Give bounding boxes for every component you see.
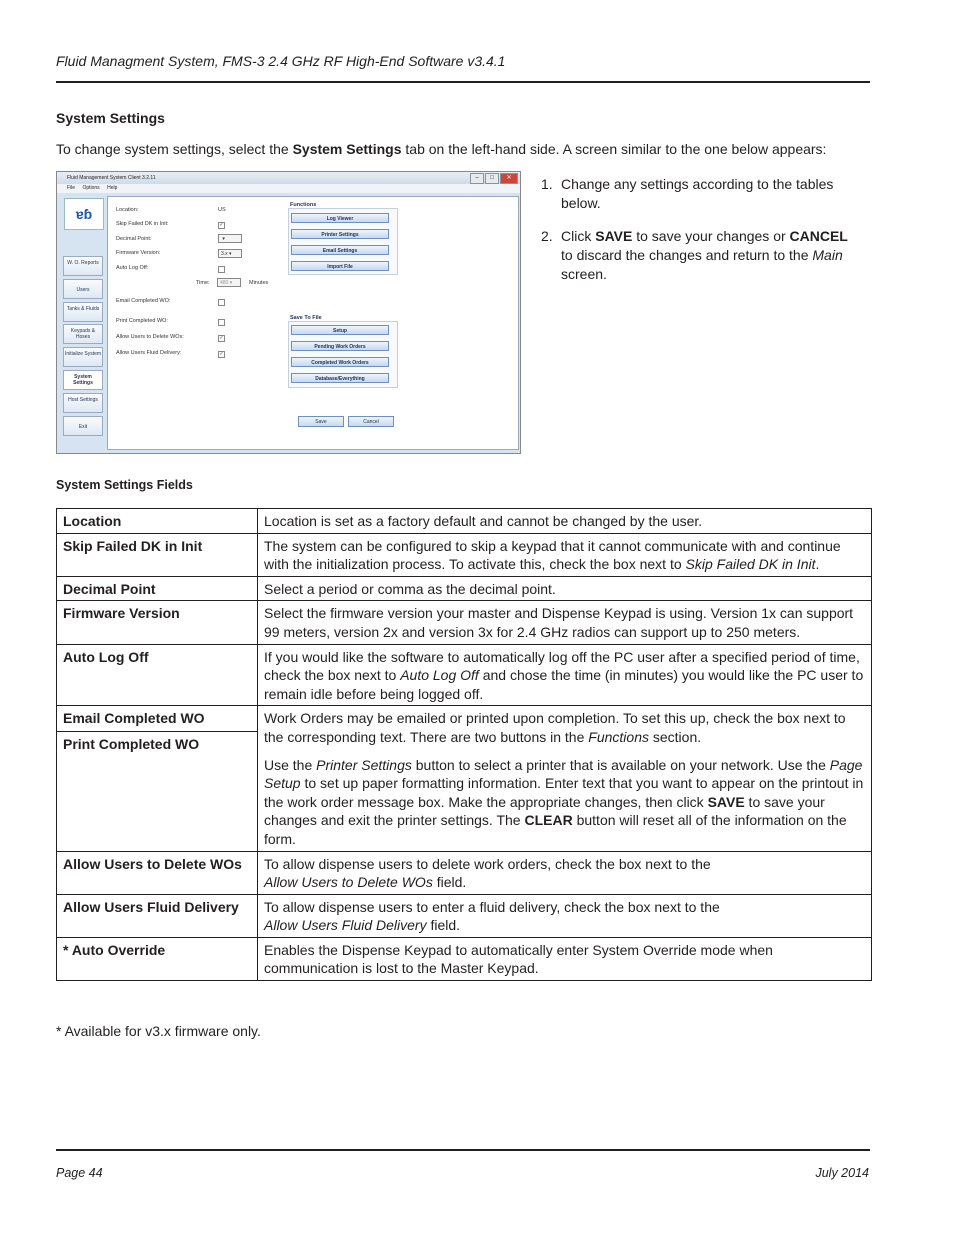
delivery-label: Allow Users Fluid Delivery: [116,350,182,356]
footer-rule [56,1149,870,1151]
nav-host-settings[interactable]: Host Settings [63,393,103,413]
location-label: Location: [116,207,139,213]
location-value: US [218,207,226,213]
printer-settings-button[interactable]: Printer Settings [291,229,389,239]
table-row [57,937,872,980]
pending-work-orders-button[interactable]: Pending Work Orders [291,341,389,351]
settings-fields-table [56,508,872,981]
table-row [57,894,872,937]
completed-work-orders-button[interactable]: Completed Work Orders [291,357,389,367]
skip-checkbox[interactable]: ✓ [219,222,224,228]
document-header: Fluid Managment System, FMS-3 2.4 GHz RF High-End Software v3.4.1 [56,53,506,69]
field-name: Location [57,509,258,534]
time-label: Time: [196,280,210,286]
intro-paragraph: To change system settings, select the System Settings tab on the left-hand side. A screen similar to the one below appears: [56,141,827,157]
close-icon[interactable]: ✕ [500,173,518,184]
nav-tanks-fluids[interactable]: Tanks & Fluids [63,302,103,322]
database-everything-button[interactable]: Database/Everything [291,373,389,383]
minutes-label: Minutes [249,280,269,286]
decimal-select[interactable]: ▾ [218,234,242,243]
autolog-label: Auto Log Off: [116,265,149,271]
cancel-button[interactable]: Cancel [348,416,394,427]
firmware-value: 3.x [221,251,228,257]
save-button[interactable]: Save [298,416,344,427]
nav-users[interactable]: Users [63,279,103,299]
log-viewer-button[interactable]: Log Viewer [291,213,389,223]
functions-title: Functions [290,202,317,208]
window-title: Fluid Management System Client 3.2.11 [67,175,156,181]
nav-system-settings[interactable]: System Settings [63,370,103,390]
minimize-icon[interactable]: – [470,173,484,184]
print-label: Print Completed WO: [116,318,168,324]
table-row [57,706,872,851]
window-titlebar [57,172,520,184]
menu-file[interactable]: File [67,185,76,191]
step-number: 1. [541,176,553,192]
page-number: Page 44 [56,1166,103,1180]
table-row [57,533,872,576]
delete-label: Allow Users to Delete WOs: [116,334,184,340]
field-name: Firmware Version [57,601,258,644]
import-file-button[interactable]: Import File [291,261,389,271]
field-name-email: Email Completed WO [57,706,257,732]
field-description: Select the firmware version your master and Dispense Keypad is using. Version 1x can support 99 meters, version 2x and version 3x for 2.4 GHz radios can support up to 250 meters. [258,601,872,644]
maximize-icon[interactable]: □ [485,173,499,184]
field-description: The system can be configured to skip a keypad that it cannot communicate with and continue with the initialization process. To activate this, check the box next to Skip Failed DK in Init. [258,533,872,576]
step-text: Click SAVE to save your changes or CANCEL to discard the changes and return to the Main screen. [561,228,848,282]
field-description: If you would like the software to automatically log off the PC user after a specified period of time, check the box next to Auto Log Off and chose the time (in minutes) you would like the PC user to remain idle before being logged off. [258,644,872,706]
header-rule [56,81,870,83]
field-description: To allow dispense users to delete work orders, check the box next to the Allow Users to Delete WOs field. [258,851,872,894]
table-row [57,851,872,894]
setup-button[interactable]: Setup [291,325,389,335]
field-name: Skip Failed DK in Init [57,533,258,576]
instruction-steps [541,175,861,284]
decimal-label: Decimal Point: [116,236,152,242]
settings-panel [107,196,519,450]
field-description: Work Orders may be emailed or printed upon completion. To set this up, check the box next to the corresponding text. There are two buttons in the Functions section. Use the Printer Settings button to select a printer that is available on your network. Use the Page Setup to set up paper formatting information. Enter text that you want to appear on the printout in the work order message box. Make the appropriate changes, then click SAVE to save your changes and exit the printer settings. The CLEAR button will reset all of the information on the form. [258,706,872,851]
firmware-select[interactable]: 3.x ▾ [218,249,242,258]
app-screenshot [56,171,521,454]
field-description: Select a period or comma as the decimal point. [258,576,872,601]
field-name: * Auto Override [57,937,258,980]
step-number: 2. [541,228,553,244]
time-select[interactable]: 480 ▾ [217,278,241,287]
field-name: Allow Users to Delete WOs [57,851,258,894]
email-settings-button[interactable]: Email Settings [291,245,389,255]
email-checkbox[interactable] [218,299,225,306]
email-label: Email Completed WO: [116,298,171,304]
field-name: Allow Users Fluid Delivery [57,894,258,937]
nav-keypads-hoses[interactable]: Keypads & Hoses [63,324,103,344]
step-text: Change any settings according to the tables below. [561,176,834,211]
company-logo: ɐɓ [64,198,104,230]
menu-bar [57,184,520,193]
step-1 [541,175,861,213]
table-row [57,509,872,534]
table-row [57,644,872,706]
step-2 [541,227,861,284]
menu-options[interactable]: Options [82,185,100,191]
firmware-label: Firmware Version: [116,250,161,256]
field-description: To allow dispense users to enter a fluid delivery, check the box next to the Allow Users Fluid Delivery field. [258,894,872,937]
field-name: Auto Log Off [57,644,258,706]
field-description: Location is set as a factory default and cannot be changed by the user. [258,509,872,534]
field-name [57,706,258,851]
nav-initialize-system[interactable]: Initialize System [63,347,103,367]
field-name-print: Print Completed WO [63,735,200,752]
autolog-checkbox[interactable] [218,266,225,273]
table-title: System Settings Fields [56,478,193,492]
table-row [57,601,872,644]
table-row [57,576,872,601]
section-title: System Settings [56,110,165,126]
delivery-checkbox[interactable]: ✓ [219,351,224,357]
time-value: 480 [220,280,229,286]
delete-checkbox[interactable]: ✓ [219,335,224,341]
nav-exit[interactable]: Exit [63,416,103,436]
footnote: * Available for v3.x firmware only. [56,1023,261,1039]
field-description: Enables the Dispense Keypad to automatically enter System Override mode when communication is lost to the Master Keypad. [258,937,872,980]
print-checkbox[interactable] [218,319,225,326]
save-to-file-title: Save To File [290,315,322,321]
footer-date: July 2014 [815,1166,869,1180]
field-name: Decimal Point [57,576,258,601]
sidebar [61,196,107,230]
nav-wo-reports[interactable]: W. O. Reports [63,256,103,276]
menu-help[interactable]: Help [107,185,118,191]
skip-label: Skip Failed DK in Init: [116,221,169,227]
